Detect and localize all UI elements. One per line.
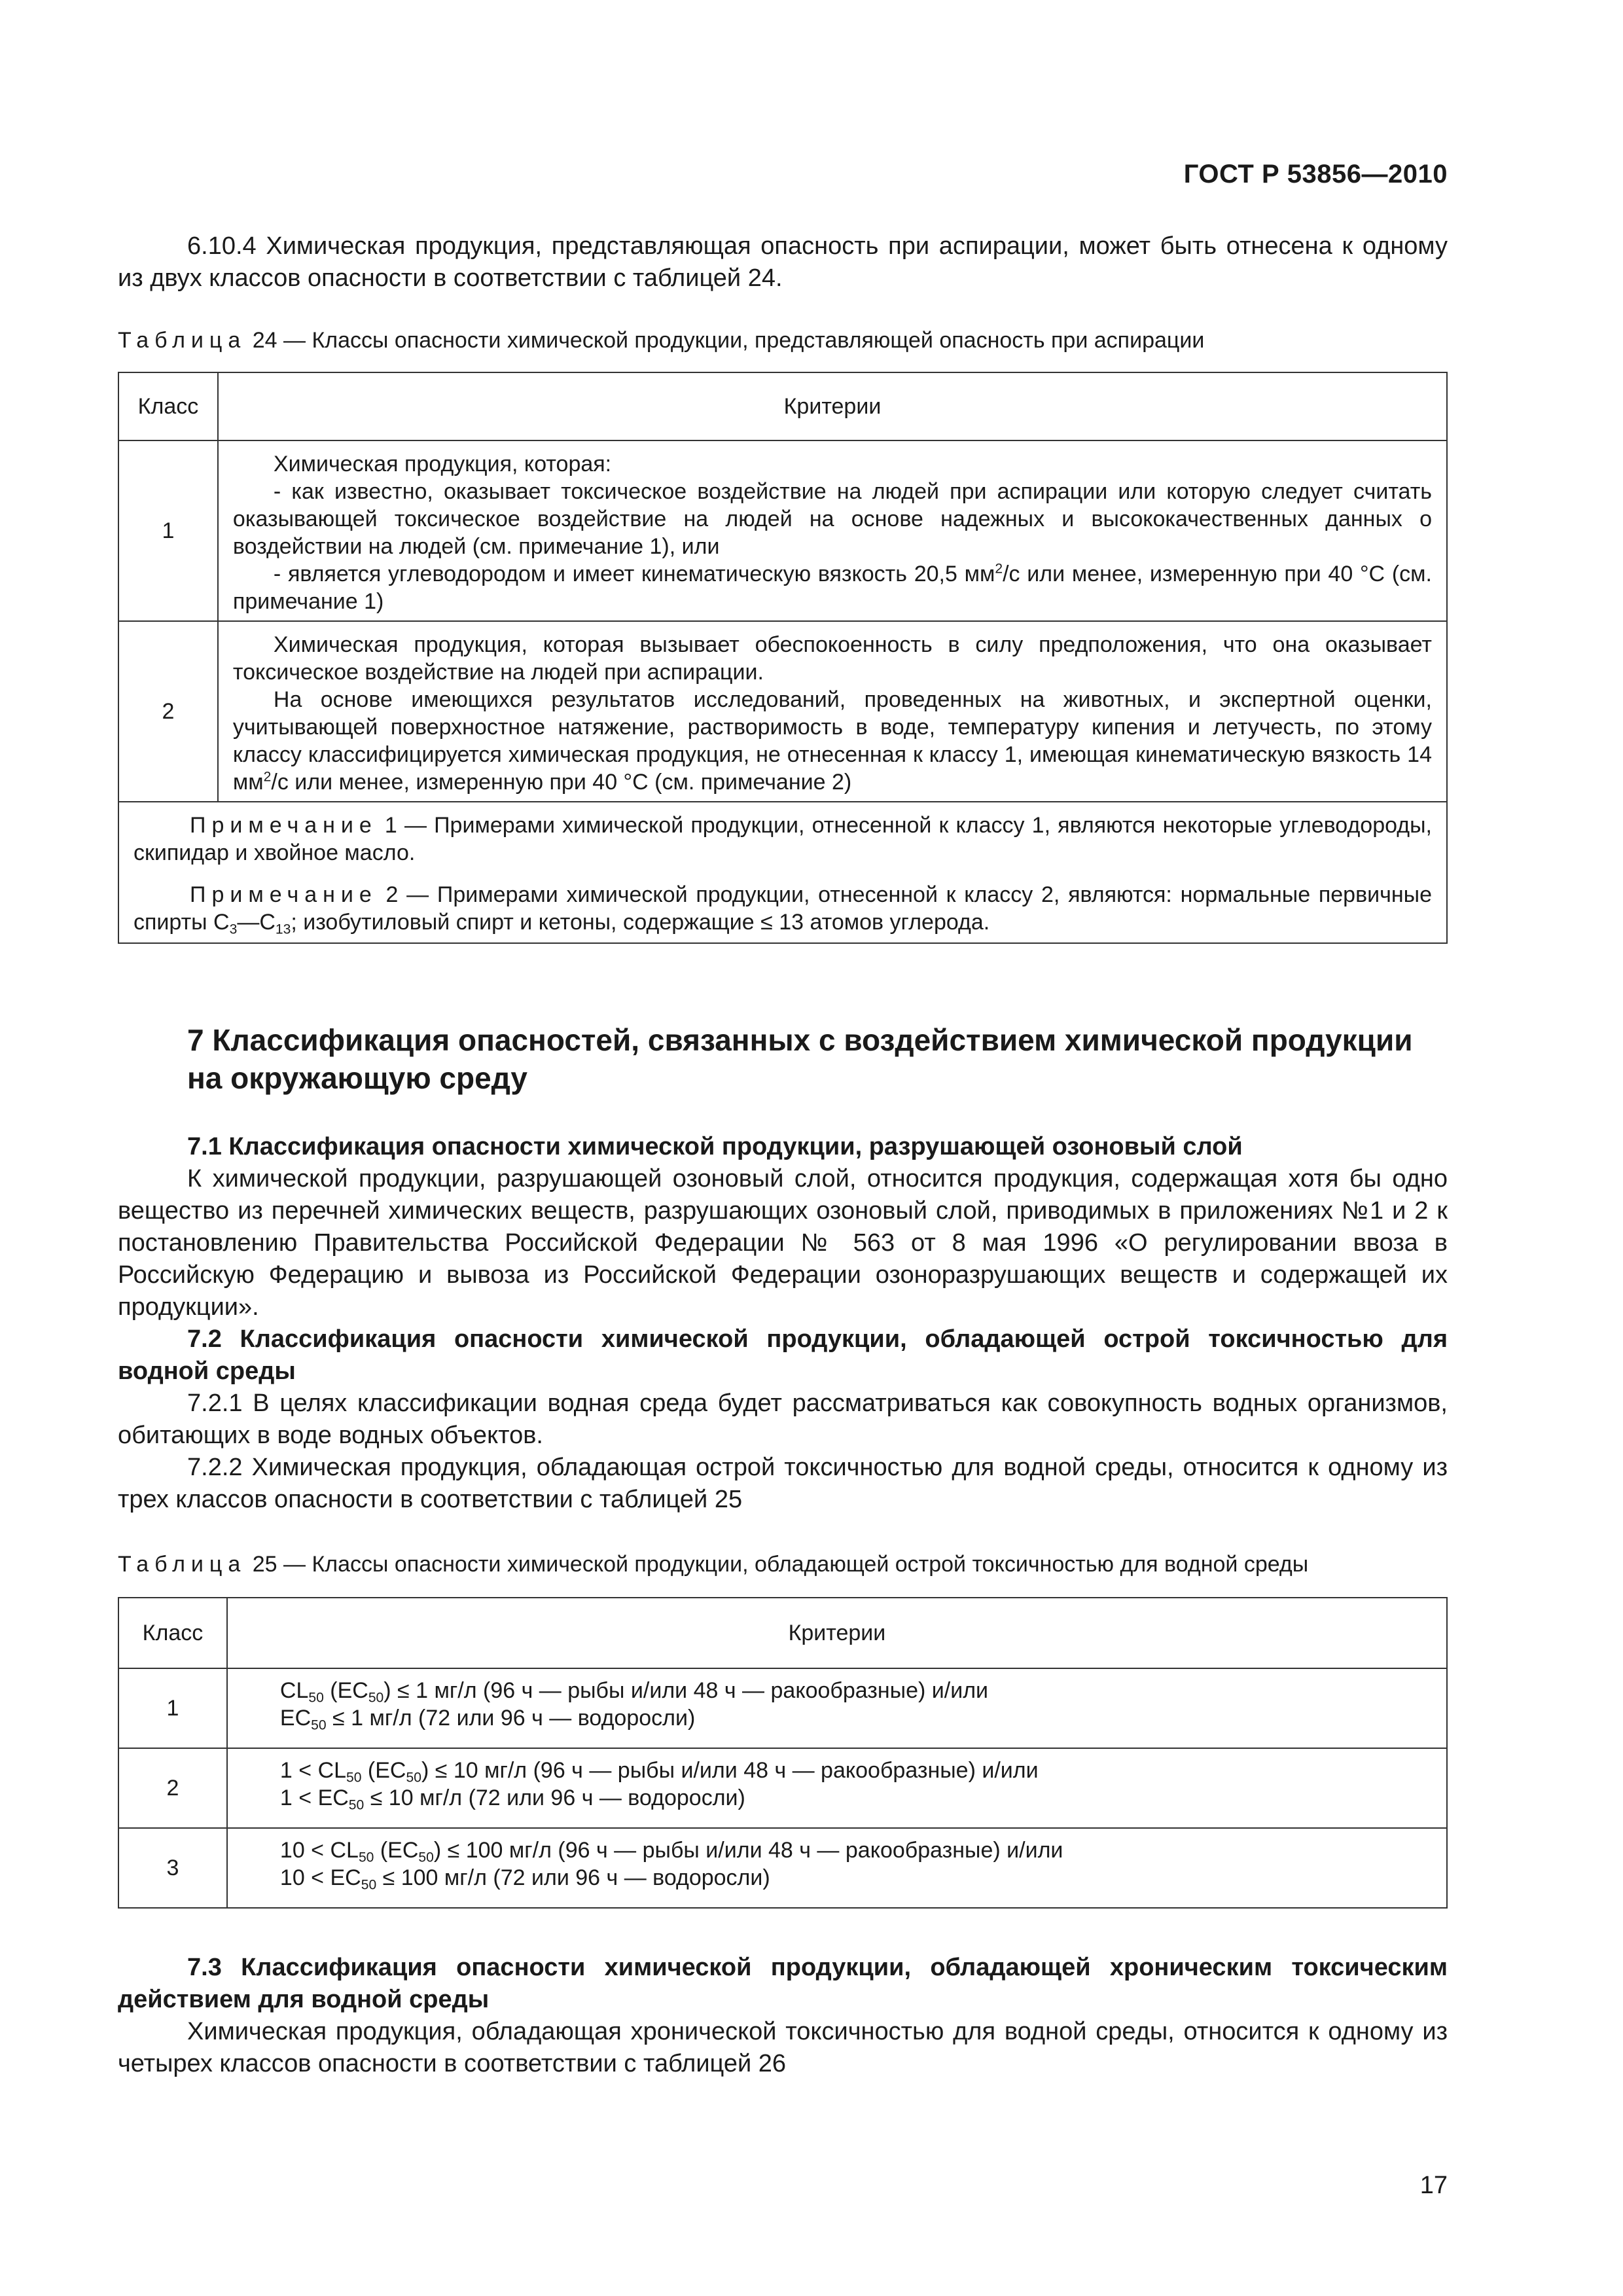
section-7-3 — [118, 1952, 1448, 2080]
class-cell: 1 — [118, 1668, 227, 1748]
column-header-criteria: Критерии — [218, 372, 1447, 440]
note-1: Примечание 1 — Примерами химической продукции, отнесенной к классу 1, являются некоторые углеводороды, скипидар и хвойное масло. — [134, 813, 1432, 865]
column-header-criteria: Критерии — [227, 1598, 1447, 1668]
section-7-body — [118, 1131, 1448, 1516]
paragraph-7-2-2: 7.2.2 Химическая продукция, обладающая острой токсичностью для водной среды, относится к одному из трех классов опасности в соответствии с таблицей 25 — [118, 1454, 1448, 1513]
table-row — [118, 1668, 1447, 1748]
note-2: Примечание 2 — Примерами химической продукции, отнесенной к классу 2, являются: нормальные первичные спирты $С_3—С_{13}$; изобутиловый спирт и кетоны, содержащие ≤ 13 атомов углерода. — [134, 882, 1432, 937]
section-7-1-heading: 7.1 Классификация опасности химической продукции, разрушающей озоновый слой — [187, 1133, 1243, 1160]
section-7-1-text: К химической продукции, разрушающей озоновый слой, относится продукция, содержащая хотя бы одно вещество из перечней химических веществ, разрушающих озоновый слой, приводимых в приложениях №1 и 2 к постановлению Правительства Российской Федерации № 563 от 8 мая 1996 «О регулировании ввоза в Российскую Федерацию и вывоза из Российской Федерации озоноразрушающих веществ и содержащей их продукции». — [118, 1165, 1448, 1321]
document-code: ГОСТ Р 53856—2010 — [1183, 160, 1448, 188]
notes-cell — [118, 802, 1447, 943]
criteria-cell: Химическая продукция, которая вызывает обеспокоенность в силу предположения, что она оказывает токсическое воздействие на людей при аспирации. На основе имеющихся результатов исследований, проведенных на животных, и экспертной оценки, учитывающей поверхностное натяжение, растворимость в воде, температуру кипения и летучесть, по этому классу классифицируется химическая продукция, не отнесенная к классу 1, имеющая кинематическую вязкость 14 $мм^2/с$ или менее, измеренную при 40 °С (см. примечание 2) — [218, 621, 1447, 802]
table-25 — [118, 1597, 1448, 1909]
class-cell: 2 — [118, 621, 218, 802]
column-header-class: Класс — [118, 372, 218, 440]
section-7-3-text: Химическая продукция, обладающая хронической токсичностью для водной среды, относится к одному из четырех классов опасности в соответствии с таблицей 26 — [118, 2018, 1448, 2077]
criteria-cell: $1 < CL_{50}$ $(EC_{50}) \le 10$ мг/л (96 ч — рыбы и/или 48 ч — ракообразные) и/или $1 < EC_{50} \le 10$ мг/л (72 или 96 ч — водоросли) — [227, 1748, 1447, 1828]
section-7-heading: 7 Классификация опасностей, связанных с воздействием химической продукции на окружающую среду — [187, 1023, 1413, 1095]
section-7-2-heading: 7.2 Классификация опасности химической продукции, обладающей острой токсичностью для водной среды — [118, 1325, 1448, 1385]
criteria-cell: $CL_{50}$ $(EC_{50}) \le 1$ мг/л (96 ч — рыбы и/или 48 ч — ракообразные) и/или $EC_{50} \le 1$ мг/л (72 или 96 ч — водоросли) — [227, 1668, 1447, 1748]
class-cell: 3 — [118, 1828, 227, 1908]
table-notes-row — [118, 802, 1447, 943]
column-header-class: Класс — [118, 1598, 227, 1668]
table-25-caption: Таблица 25 — Классы опасности химической продукции, обладающей острой токсичностью для водной среды — [118, 1552, 1309, 1577]
criteria-cell: Химическая продукция, которая: - как известно, оказывает токсическое воздействие на людей при аспирации или которую следует считать оказывающей токсическое воздействие на людей на основе надежных и высококачественных данных о воздействии на людей (см. примечание 1), или - является углеводородом и имеет кинематическую вязкость 20,5 $мм^2/с$ или менее, измеренную при 40 °С (см. примечание 1) — [218, 440, 1447, 621]
class-cell: 2 — [118, 1748, 227, 1828]
table-24 — [118, 372, 1448, 944]
page-number: 17 — [1419, 2172, 1448, 2199]
criteria-cell: $10 < CL_{50}$ $(EC_{50}) \le 100$ мг/л (96 ч — рыбы и/или 48 ч — ракообразные) и/или $10 < EC_{50} \le 100$ мг/л (72 или 96 ч — водоросли) — [227, 1828, 1447, 1908]
paragraph-7-2-1: 7.2.1 В целях классификации водная среда будет рассматриваться как совокупность водных организмов, обитающих в воде водных объектов. — [118, 1390, 1448, 1449]
table-row — [118, 440, 1447, 621]
paragraph-6-10-4: 6.10.4 Химическая продукция, представляющая опасность при аспирации, может быть отнесена к одному из двух классов опасности в соответствии с таблицей 24. — [118, 232, 1448, 292]
table-24-caption: Таблица 24 — Классы опасности химической продукции, представляющей опасность при аспирации — [118, 328, 1205, 353]
section-7-3-heading: 7.3 Классификация опасности химической продукции, обладающей хроническим токсическим действием для водной среды — [118, 1954, 1448, 2013]
table-row — [118, 1828, 1447, 1908]
class-cell: 1 — [118, 440, 218, 621]
document-page — [118, 0, 1448, 2296]
table-row — [118, 621, 1447, 802]
table-header-row — [118, 372, 1447, 440]
table-header-row — [118, 1598, 1447, 1668]
table-row — [118, 1748, 1447, 1828]
